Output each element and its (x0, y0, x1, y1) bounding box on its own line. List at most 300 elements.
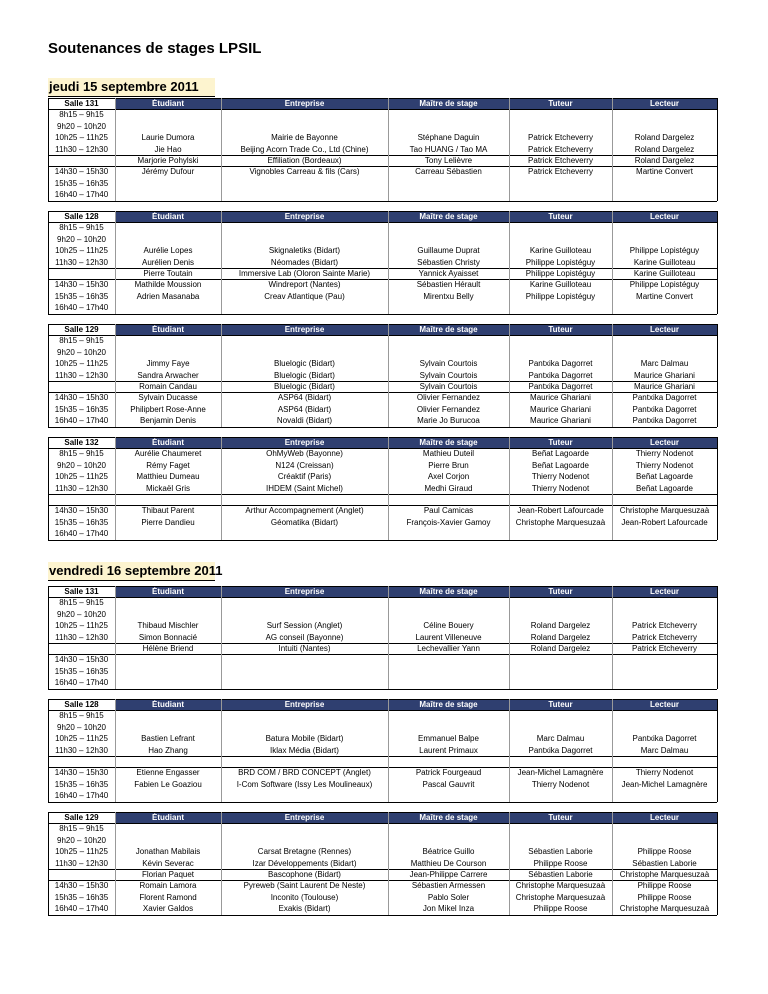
morning-tuteur-column (509, 620, 612, 655)
etudiant-entry: Jimmy Faye (146, 359, 190, 368)
lecteur-entry: Martine Convert (636, 167, 693, 176)
entreprise-entry: Géomatika (Bidart) (270, 517, 339, 527)
etudiant-entry: Mathilde Moussion (134, 280, 202, 289)
time-slot: 11h30 – 12h30 (55, 144, 108, 154)
entreprise-entry: Néomades (Bidart) (270, 257, 339, 267)
etudiant-entry: Rémy Faget (146, 460, 190, 470)
tuteur-entry: Beñat Lagoarde (532, 460, 589, 470)
lecteur-entry: Pantxika Dagorret (632, 404, 697, 414)
afternoon-entreprise-column (221, 880, 388, 915)
maitre-entry: Céline Bouery (423, 621, 474, 630)
time-slot: 9h20 – 10h20 (57, 234, 106, 244)
maitre-entry: Paul Camicas (423, 506, 474, 515)
column-header: Tuteur (548, 587, 573, 596)
grid-line (48, 201, 717, 202)
lecteur-entry: Philippe Lopistéguy (629, 280, 700, 289)
tuteur-entry: Christophe Marquesuzaà (515, 881, 606, 890)
entreprise-entry: Bluelogic (Bidart) (274, 382, 335, 391)
lecteur-entry: Philippe Roose (637, 881, 692, 890)
time-slot: 15h35 – 16h35 (54, 178, 109, 188)
lecteur-entry: Patrick Etcheverry (632, 644, 697, 653)
lecteur-entry: Philippe Lopistéguy (629, 246, 700, 255)
time-slot: 16h40 – 17h40 (54, 678, 109, 687)
time-slot: 10h25 – 11h25 (55, 472, 108, 481)
morning-slots (48, 222, 115, 268)
grid-line (48, 427, 717, 428)
morning-slots (48, 597, 115, 643)
afternoon-tuteur-column (509, 880, 612, 915)
column-header: Entreprise (284, 325, 325, 334)
column-header: Lecteur (650, 438, 679, 447)
column-header: Lecteur (650, 325, 679, 334)
column-header: Entreprise (284, 99, 325, 108)
maitre-entry: Béatrice Guillo (422, 847, 475, 856)
time-slot: 11h30 – 12h30 (55, 858, 108, 868)
etudiant-entry: Jérémy Dufour (141, 167, 195, 176)
column-header: Étudiant (152, 813, 184, 822)
morning-etudiant-column (115, 846, 221, 881)
time-slot: 16h40 – 17h40 (54, 416, 109, 425)
grid-line (48, 494, 717, 495)
grid-line (48, 802, 717, 803)
time-slot: 11h30 – 12h30 (55, 745, 108, 755)
tuteur-entry: Maurice Ghariani (530, 416, 591, 425)
column-header: Tuteur (548, 212, 573, 221)
tuteur-entry: Karine Guilloteau (529, 280, 592, 289)
time-slot: 14h30 – 15h30 (54, 881, 109, 890)
maitre-entry: Mirentxu Belly (423, 291, 474, 301)
morning-entreprise-column (221, 846, 388, 881)
maitre-entry: Sébastien Christy (417, 257, 480, 267)
time-slot: 8h15 – 9h15 (59, 110, 104, 119)
morning-slots (48, 823, 115, 869)
time-slot: 15h35 – 16h35 (54, 892, 109, 902)
afternoon-slots (48, 767, 115, 802)
entreprise-entry: ASP64 (Bidart) (277, 404, 332, 414)
column-header: Tuteur (548, 99, 573, 108)
afternoon-slots (48, 505, 115, 540)
maitre-entry: Medhi Giraud (424, 483, 473, 493)
morning-entreprise-column (221, 245, 388, 280)
lecteur-entry: Maurice Ghariani (634, 382, 695, 391)
maitre-entry: Mathieu Duteil (422, 449, 475, 458)
entreprise-entry: IHDEM (Saint Michel) (266, 483, 343, 493)
grid-line (48, 710, 717, 711)
etudiant-entry: Xavier Galdos (142, 904, 194, 913)
maitre-entry: Lechevallier Yann (417, 644, 480, 653)
time-slot: 14h30 – 15h30 (54, 167, 109, 176)
grid-line (48, 335, 717, 336)
morning-slots (48, 710, 115, 756)
column-header: Maître de stage (419, 813, 478, 822)
lecteur-entry: Thierry Nodenot (635, 460, 694, 470)
entreprise-entry: Effiliation (Bordeaux) (267, 156, 342, 165)
morning-etudiant-column (115, 733, 221, 756)
time-slot: 15h35 – 16h35 (54, 404, 109, 414)
entreprise-entry: Carsat Bretagne (Rennes) (257, 847, 352, 856)
afternoon-slots (48, 392, 115, 427)
afternoon-slots (48, 654, 115, 689)
room-name: Salle 128 (64, 212, 99, 221)
tuteur-entry: Christophe Marquesuzaà (515, 517, 606, 527)
tuteur-entry: Patrick Etcheverry (528, 144, 593, 154)
maitre-entry: Axel Corjon (427, 472, 470, 481)
time-slot: 8h15 – 9h15 (59, 598, 104, 607)
afternoon-etudiant-column (115, 166, 221, 178)
grid-line (717, 98, 718, 201)
etudiant-entry: Fabien Le Goaziou (134, 779, 202, 789)
lecteur-entry: Roland Dargelez (634, 156, 695, 165)
maitre-entry: Marie Jo Burucoa (417, 416, 480, 425)
morning-maitre-column (388, 245, 509, 280)
lecteur-entry: Karine Guilloteau (633, 257, 696, 267)
time-slot: 14h30 – 15h30 (54, 655, 109, 664)
tuteur-entry: Thierry Nodenot (531, 483, 590, 493)
etudiant-entry: Simon Bonnacié (138, 632, 198, 642)
tuteur-entry: Maurice Ghariani (530, 404, 591, 414)
maitre-entry: Sylvain Courtois (419, 370, 478, 380)
afternoon-lecteur-column (612, 166, 717, 178)
column-header: Étudiant (152, 99, 184, 108)
entreprise-entry: Izar Développements (Bidart) (252, 858, 357, 868)
time-slot: 10h25 – 11h25 (55, 621, 108, 630)
lecteur-entry: Patrick Etcheverry (632, 632, 697, 642)
maitre-entry: Pablo Soler (427, 892, 470, 902)
entreprise-entry: Surf Session (Anglet) (266, 621, 343, 630)
morning-lecteur-column (612, 846, 717, 881)
maitre-entry: François-Xavier Gamoy (406, 517, 491, 527)
afternoon-lecteur-column (612, 392, 717, 427)
afternoon-entreprise-column (221, 392, 388, 427)
tuteur-entry: Beñat Lagoarde (532, 449, 589, 458)
morning-lecteur-column (612, 132, 717, 167)
entreprise-entry: Windreport (Nantes) (268, 280, 341, 289)
etudiant-entry: Pierre Dandieu (141, 517, 195, 527)
tuteur-entry: Thierry Nodenot (531, 472, 590, 481)
grid-line (717, 437, 718, 540)
time-slot: 14h30 – 15h30 (54, 280, 109, 289)
time-slot: 14h30 – 15h30 (54, 506, 109, 515)
entreprise-entry: Inconito (Toulouse) (270, 892, 339, 902)
column-header: Maître de stage (419, 438, 478, 447)
entreprise-entry: ASP64 (Bidart) (277, 393, 332, 402)
entreprise-entry: Iklax Média (Bidart) (270, 745, 339, 755)
entreprise-entry: Créaktif (Paris) (277, 472, 332, 481)
maitre-entry: Jean-Philippe Carrere (409, 870, 488, 879)
morning-maitre-column (388, 846, 509, 881)
grid-line (48, 211, 717, 212)
morning-etudiant-column (115, 448, 221, 494)
maitre-entry: Tao HUANG / Tao MA (409, 144, 488, 154)
grid-line (717, 699, 718, 802)
column-header: Maître de stage (419, 587, 478, 596)
maitre-entry: Stéphane Daguin (417, 133, 480, 142)
morning-entreprise-column (221, 733, 388, 756)
entreprise-entry: N124 (Creissan) (275, 460, 334, 470)
morning-tuteur-column (509, 448, 612, 494)
afternoon-entreprise-column (221, 279, 388, 302)
afternoon-lecteur-column (612, 767, 717, 790)
maitre-entry: Sylvain Courtois (419, 382, 478, 391)
tuteur-entry: Pantxika Dagorret (528, 745, 593, 755)
column-header: Maître de stage (419, 99, 478, 108)
time-slot: 10h25 – 11h25 (55, 734, 108, 743)
afternoon-lecteur-column (612, 880, 717, 915)
grid-line (717, 586, 718, 689)
morning-tuteur-column (509, 733, 612, 756)
lecteur-entry: Patrick Etcheverry (632, 621, 697, 630)
tuteur-entry: Roland Dargelez (530, 621, 591, 630)
entreprise-entry: Vignobles Carreau & fils (Cars) (249, 167, 360, 176)
lecteur-entry: Karine Guilloteau (633, 269, 696, 278)
lecteur-entry: Christophe Marquesuzaà (619, 870, 710, 879)
entreprise-entry: Pyreweb (Saint Laurent De Neste) (243, 881, 366, 890)
entreprise-entry: OhMyWeb (Bayonne) (266, 449, 343, 458)
etudiant-entry: Kévin Severac (142, 858, 194, 868)
column-header: Maître de stage (419, 325, 478, 334)
room-name: Salle 129 (64, 325, 99, 334)
grid-line (48, 597, 717, 598)
afternoon-tuteur-column (509, 279, 612, 302)
etudiant-entry: Thibaud Mischler (137, 621, 199, 630)
column-header: Étudiant (152, 700, 184, 709)
grid-line (717, 324, 718, 427)
time-slot: 8h15 – 9h15 (59, 824, 104, 833)
room-table (48, 98, 718, 201)
tuteur-entry: Philippe Lopistéguy (525, 291, 596, 301)
maitre-entry: Guillaume Duprat (417, 246, 480, 255)
time-slot: 9h20 – 10h20 (57, 347, 106, 357)
etudiant-entry: Florent Ramond (139, 892, 197, 902)
entreprise-entry: Beijing Acorn Trade Co., Ltd (Chine) (240, 144, 369, 154)
maitre-entry: Yannick Ayaisset (418, 269, 479, 278)
entreprise-entry: Creav Atlantique (Pau) (264, 291, 345, 301)
maitre-entry: Laurent Primaux (419, 745, 478, 755)
afternoon-maitre-column (388, 880, 509, 915)
grid-line (717, 211, 718, 314)
grid-line (48, 222, 717, 223)
etudiant-entry: Etienne Engasser (136, 768, 200, 777)
column-header: Entreprise (284, 587, 325, 596)
lecteur-entry: Thierry Nodenot (635, 449, 694, 458)
room-table (48, 812, 718, 915)
time-slot: 11h30 – 12h30 (55, 370, 108, 380)
afternoon-etudiant-column (115, 392, 221, 427)
room-name: Salle 131 (64, 587, 99, 596)
morning-maitre-column (388, 620, 509, 655)
grid-line (48, 314, 717, 315)
entreprise-entry: Intuiti (Nantes) (278, 644, 331, 653)
afternoon-maitre-column (388, 166, 509, 178)
morning-entreprise-column (221, 358, 388, 393)
time-slot: 8h15 – 9h15 (59, 449, 104, 458)
afternoon-etudiant-column (115, 505, 221, 528)
afternoon-tuteur-column (509, 505, 612, 528)
time-slot: 8h15 – 9h15 (59, 336, 104, 345)
tuteur-entry: Maurice Ghariani (530, 393, 591, 402)
column-header: Maître de stage (419, 212, 478, 221)
lecteur-entry: Roland Dargelez (634, 144, 695, 154)
tuteur-entry: Roland Dargelez (530, 644, 591, 653)
maitre-entry: Sébastien Armessen (411, 881, 486, 890)
lecteur-entry: Roland Dargelez (634, 133, 695, 142)
column-header: Lecteur (650, 700, 679, 709)
time-slot: 15h35 – 16h35 (54, 666, 109, 676)
afternoon-etudiant-column (115, 880, 221, 915)
afternoon-maitre-column (388, 505, 509, 528)
lecteur-entry: Pantxika Dagorret (632, 734, 697, 743)
etudiant-entry: Jonathan Mabilais (135, 847, 201, 856)
afternoon-lecteur-column (612, 279, 717, 302)
tuteur-entry: Sébastien Laborie (528, 870, 593, 879)
room-name: Salle 132 (64, 438, 99, 447)
column-header: Étudiant (152, 438, 184, 447)
time-slot: 16h40 – 17h40 (54, 791, 109, 800)
column-header: Entreprise (284, 438, 325, 447)
tuteur-entry: Jean-Robert Lafourcade (517, 506, 604, 515)
column-header: Tuteur (548, 325, 573, 334)
tuteur-entry: Pantxika Dagorret (528, 382, 593, 391)
afternoon-slots (48, 880, 115, 915)
time-slot: 10h25 – 11h25 (55, 246, 108, 255)
day-heading: jeudi 15 septembre 2011 (48, 78, 215, 97)
lecteur-entry: Thierry Nodenot (635, 768, 694, 777)
room-name: Salle 128 (64, 700, 99, 709)
maitre-entry: Pascal Gauvrit (422, 779, 475, 789)
morning-entreprise-column (221, 132, 388, 167)
time-slot: 8h15 – 9h15 (59, 223, 104, 232)
morning-etudiant-column (115, 245, 221, 280)
lecteur-entry: Christophe Marquesuzaà (619, 904, 710, 913)
grid-line (48, 756, 717, 757)
morning-maitre-column (388, 733, 509, 756)
morning-lecteur-column (612, 448, 717, 494)
entreprise-entry: Skignaletiks (Bidart) (268, 246, 341, 255)
lecteur-entry: Jean-Robert Lafourcade (621, 517, 708, 527)
morning-maitre-column (388, 448, 509, 494)
grid-line (48, 699, 717, 700)
tuteur-entry: Karine Guilloteau (529, 246, 592, 255)
etudiant-entry: Mickaël Gris (145, 483, 190, 493)
entreprise-entry: AG conseil (Bayonne) (265, 632, 344, 642)
time-slot: 8h15 – 9h15 (59, 711, 104, 720)
time-slot: 9h20 – 10h20 (57, 121, 106, 131)
entreprise-entry: Immersive Lab (Oloron Sainte Marie) (238, 269, 371, 278)
afternoon-maitre-column (388, 279, 509, 302)
maitre-entry: Sylvain Courtois (419, 359, 478, 368)
afternoon-entreprise-column (221, 505, 388, 528)
tuteur-entry: Jean-Michel Lamagnère (517, 768, 604, 777)
time-slot: 15h35 – 16h35 (54, 779, 109, 789)
maitre-entry: Pierre Brun (428, 460, 469, 470)
room-table (48, 211, 718, 314)
etudiant-entry: Philipbert Rose-Anne (130, 404, 206, 414)
etudiant-entry: Marjorie Pohylski (137, 156, 199, 165)
time-slot: 16h40 – 17h40 (54, 904, 109, 913)
time-slot: 11h30 – 12h30 (55, 257, 108, 267)
lecteur-entry: Beñat Lagoarde (636, 483, 693, 493)
time-slot: 9h20 – 10h20 (57, 835, 106, 845)
morning-lecteur-column (612, 733, 717, 756)
column-header: Tuteur (548, 700, 573, 709)
morning-maitre-column (388, 358, 509, 393)
entreprise-entry: BRD COM / BRD CONCEPT (Anglet) (238, 768, 371, 777)
lecteur-entry: Maurice Ghariani (634, 370, 695, 380)
lecteur-entry: Beñat Lagoarde (636, 472, 693, 481)
lecteur-entry: Philippe Roose (637, 892, 692, 902)
morning-entreprise-column (221, 448, 388, 494)
grid-line (48, 915, 717, 916)
etudiant-entry: Matthieu Dumeau (136, 472, 200, 481)
morning-etudiant-column (115, 620, 221, 655)
afternoon-tuteur-column (509, 392, 612, 427)
column-header: Entreprise (284, 813, 325, 822)
time-slot: 16h40 – 17h40 (54, 529, 109, 538)
column-header: Maître de stage (419, 700, 478, 709)
afternoon-slots (48, 166, 115, 201)
etudiant-entry: Hao Zhang (148, 745, 188, 755)
morning-maitre-column (388, 132, 509, 167)
morning-etudiant-column (115, 132, 221, 167)
maitre-entry: Patrick Fourgeaud (415, 768, 482, 777)
grid-line (48, 437, 717, 438)
entreprise-entry: I-Com Software (Issy Les Moulineaux) (236, 779, 373, 789)
time-slot: 10h25 – 11h25 (55, 847, 108, 856)
maitre-entry: Laurent Villeneuve (415, 632, 482, 642)
tuteur-entry: Christophe Marquesuzaà (515, 892, 606, 902)
room-table (48, 699, 718, 802)
lecteur-entry: Pantxika Dagorret (632, 393, 697, 402)
grid-line (48, 812, 717, 813)
time-slot: 9h20 – 10h20 (57, 460, 106, 470)
time-slot: 10h25 – 11h25 (55, 133, 108, 142)
morning-slots (48, 335, 115, 381)
entreprise-entry: Bascophone (Bidart) (268, 870, 341, 879)
tuteur-entry: Philippe Lopistéguy (525, 269, 596, 278)
maitre-entry: Olivier Fernandez (416, 404, 481, 414)
column-header: Tuteur (548, 813, 573, 822)
etudiant-entry: Pierre Toutain (143, 269, 193, 278)
column-header: Lecteur (650, 813, 679, 822)
grid-line (48, 540, 717, 541)
column-header: Lecteur (650, 212, 679, 221)
entreprise-entry: Exakis (Bidart) (278, 904, 331, 913)
time-slot: 16h40 – 17h40 (54, 303, 109, 312)
etudiant-entry: Aurélie Lopes (143, 246, 193, 255)
tuteur-entry: Pantxika Dagorret (528, 370, 593, 380)
tuteur-entry: Thierry Nodenot (531, 779, 590, 789)
lecteur-entry: Pantxika Dagorret (632, 416, 697, 425)
afternoon-entreprise-column (221, 166, 388, 178)
room-name: Salle 129 (64, 813, 99, 822)
grid-line (48, 586, 717, 587)
maitre-entry: Carreau Sébastien (415, 167, 482, 176)
maitre-entry: Emmanuel Balpe (418, 734, 479, 743)
etudiant-entry: Florian Paquet (141, 870, 195, 879)
afternoon-etudiant-column (115, 279, 221, 302)
tuteur-entry: Sébastien Laborie (528, 847, 593, 856)
tuteur-entry: Philippe Roose (533, 904, 588, 913)
time-slot: 10h25 – 11h25 (55, 359, 108, 368)
maitre-entry: Sébastien Hérault (416, 280, 481, 289)
afternoon-tuteur-column (509, 767, 612, 790)
morning-slots (48, 448, 115, 494)
etudiant-entry: Adrien Masanaba (136, 291, 200, 301)
column-header: Tuteur (548, 438, 573, 447)
tuteur-entry: Philippe Lopistéguy (525, 257, 596, 267)
afternoon-entreprise-column (221, 767, 388, 790)
room-table (48, 586, 718, 689)
